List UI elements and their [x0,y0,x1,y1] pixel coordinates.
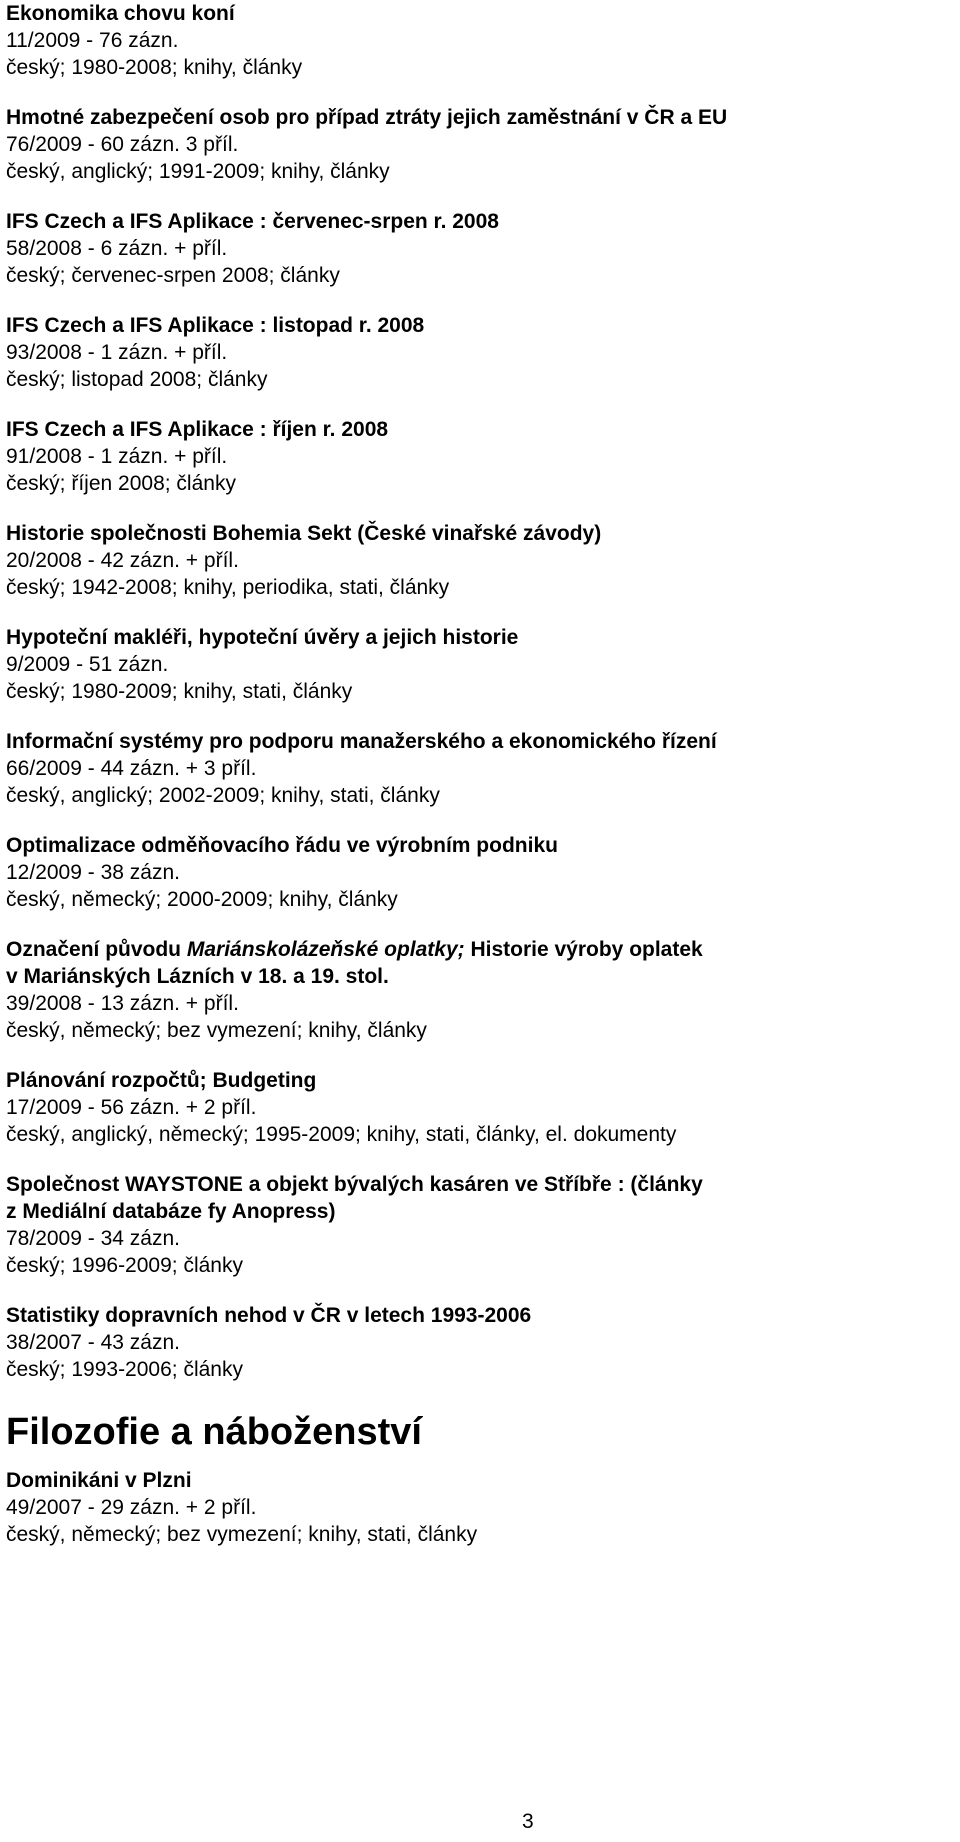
entry-record: 17/2009 - 56 zázn. + 2 příl. [6,1096,257,1119]
entry-scope: český, anglický; 1991-2009; knihy, články [6,160,390,183]
entry-title: Společnost WAYSTONE a objekt bývalých kasáren ve Stříbře : (články [6,1173,703,1196]
entry-ifs-listopad [6,312,951,393]
entry-statistiky-nehod [6,1302,951,1383]
entry-informacni-systemy [6,728,951,809]
entry-record: 38/2007 - 43 zázn. [6,1331,180,1354]
entry-record: 49/2007 - 29 zázn. + 2 příl. [6,1496,257,1519]
entry-title-part: Označení původu [6,938,187,961]
entry-title-part: Historie výroby oplatek [464,938,703,961]
entry-scope: český, německý; bez vymezení; knihy, články [6,1019,427,1042]
entry-title: Plánování rozpočtů; Budgeting [6,1069,317,1092]
entry-title: Optimalizace odměňovacího řádu ve výrobním podniku [6,834,558,857]
entry-ifs-cervenec-srpen [6,208,951,289]
entry-title: Historie společnosti Bohemia Sekt (České vinařské závody) [6,522,602,545]
entry-title: Dominikáni v Plzni [6,1469,192,1492]
section-heading: Filozofie a náboženství [6,1411,422,1453]
entry-title-line2: z Mediální databáze fy Anopress) [6,1200,336,1223]
entry-record: 39/2008 - 13 zázn. + příl. [6,992,239,1015]
entry-scope: český; červenec-srpen 2008; články [6,264,340,287]
entry-record: 9/2009 - 51 zázn. [6,653,169,676]
entry-record: 91/2008 - 1 zázn. + příl. [6,445,228,468]
entry-record: 66/2009 - 44 zázn. + 3 příl. [6,757,257,780]
entry-record: 12/2009 - 38 zázn. [6,861,180,884]
entry-scope: český, německý; bez vymezení; knihy, stati, články [6,1523,478,1546]
entry-title: Statistiky dopravních nehod v ČR v letech 1993-2006 [6,1304,532,1327]
entry-title: Informační systémy pro podporu manažerského a ekonomického řízení [6,730,717,753]
entry-scope: český, německý; 2000-2009; knihy, články [6,888,398,911]
entry-title-line2: v Mariánských Lázních v 18. a 19. stol. [6,965,389,988]
entry-record: 93/2008 - 1 zázn. + příl. [6,341,228,364]
entry-scope: český; 1996-2009; články [6,1254,243,1277]
document-page [6,0,951,1548]
entry-ifs-rijen [6,416,951,497]
entry-title: IFS Czech a IFS Aplikace : říjen r. 2008 [6,418,389,441]
entry-hypotecni-makleri [6,624,951,705]
entry-title-italic: Mariánskolázeňské oplatky; [186,938,465,961]
entry-scope: český; 1980-2009; knihy, stati, články [6,680,353,703]
entry-scope: český; 1942-2008; knihy, periodika, stati, články [6,576,450,599]
entry-record: 58/2008 - 6 zázn. + příl. [6,237,228,260]
entry-title: Hmotné zabezpečení osob pro případ ztráty jejich zaměstnání v ČR a EU [6,106,728,129]
entry-waystone [6,1171,951,1279]
entry-scope: český; říjen 2008; články [6,472,236,495]
entry-scope: český; listopad 2008; články [6,368,268,391]
entry-record: 20/2008 - 42 zázn. + příl. [6,549,239,572]
entry-scope: český; 1993-2006; články [6,1358,243,1381]
entry-bohemia-sekt [6,520,951,601]
entry-title: Ekonomika chovu koní [6,2,235,25]
entry-scope: český, anglický; 2002-2009; knihy, stati, články [6,784,440,807]
entry-record: 11/2009 - 76 zázn. [6,29,179,52]
entry-oznaceni-puvodu [6,936,951,1044]
entry-scope: český; 1980-2008; knihy, články [6,56,303,79]
entry-title: IFS Czech a IFS Aplikace : listopad r. 2008 [6,314,425,337]
entry-record: 78/2009 - 34 zázn. [6,1227,180,1250]
entry-optimalizace [6,832,951,913]
entry-dominikani [6,1467,951,1548]
entry-hmotne-zabezpeceni [6,104,951,185]
entry-title: IFS Czech a IFS Aplikace : červenec-srpen r. 2008 [6,210,499,233]
entry-ekonomika-chovu-koni [6,0,951,81]
entry-title [6,936,951,963]
entry-scope: český, anglický, německý; 1995-2009; knihy, stati, články, el. dokumenty [6,1123,677,1146]
entry-title: Hypoteční makléři, hypoteční úvěry a jejich historie [6,626,519,649]
entry-planovani-rozpoctu [6,1067,951,1148]
entry-record: 76/2009 - 60 zázn. 3 příl. [6,133,239,156]
page-number: 3 [522,1810,534,1833]
